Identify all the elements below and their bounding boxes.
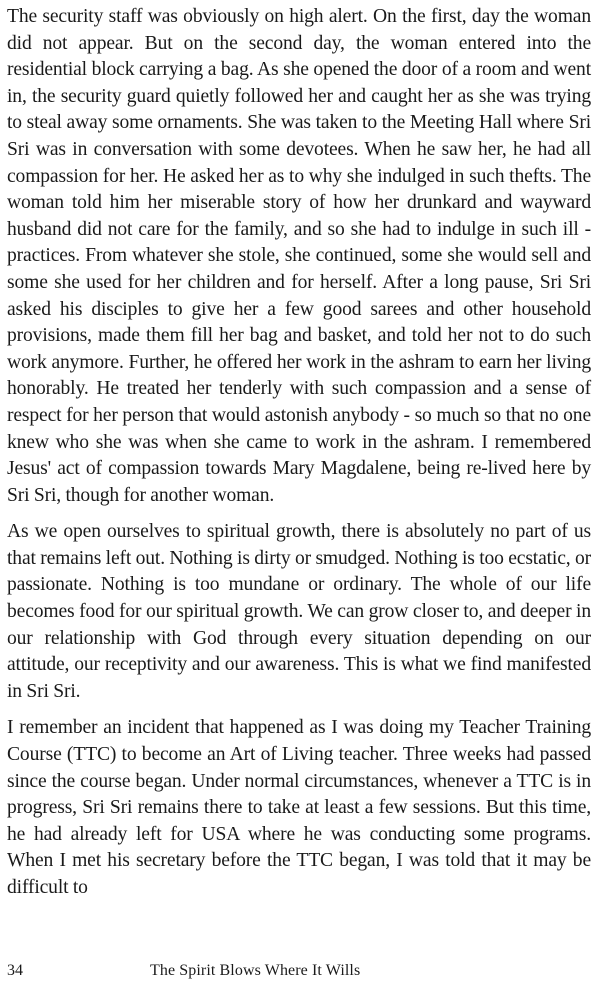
running-title: The Spirit Blows Where It Wills [150, 962, 361, 979]
page-body [7, 4, 591, 902]
page-footer [7, 960, 591, 982]
paragraph-spiritual-growth: As we open ourselves to spiritual growth, there is absolutely no part of us that remains left out. Nothing is dirty or smudged. Nothing is too ecstatic, or passionate. Nothing is too mundane or ordinary. The whole of our life becomes food for our spiritual growth. We can grow closer to, and deeper in our relationship with God through every situation depending on our attitude, our receptivity and our awareness. This is what we find manifested in Sri Sri. [7, 521, 591, 702]
paragraph-ttc-incident: I remember an incident that happened as I was doing my Teacher Training Course (TTC) to become an Art of Living teacher. Three weeks had passed since the course began. Under normal circumstances, whenever a TTC is in progress, Sri Sri remains there to take at least a few sessions. But this time, he had already left for USA where he was conducting some programs. When I met his secretary before the TTC began, I was told that it may be difficult to [7, 717, 591, 898]
paragraph-security-incident: The security staff was obviously on high alert. On the first, day the woman did not appear. But on the second day, the woman entered into the residential block carrying a bag. As she opened the door of a room and went in, the security guard quietly followed her and caught her as she was trying to steal away some ornaments. She was taken to the Meeting Hall where Sri Sri was in conversation with some devotees. When he saw her, he had all compassion for her. He asked her as to why she indulged in such thefts. The woman told him her miserable story of how her drunkard and wayward husband did not care for the family, and so she had to indulge in such ill - practices. From whatever she stole, she continued, some she would sell and some she used for her children and for herself. After a long pause, Sri Sri asked his disciples to give her a few good sarees and other household provisions, made them fill her bag and basket, and told her not to do such work anymore. Further, he offered her work in the ashram to earn her living honorably. He treated her tenderly with such compassion and a sense of respect for her person that would astonish anybody - so much so that no one knew who she was when she came to work in the ashram. I remembered Jesus' act of compassion towards Mary Magdalene, being re-lived here by Sri Sri, though for another woman. [7, 6, 591, 506]
page-number: 34 [7, 962, 23, 979]
